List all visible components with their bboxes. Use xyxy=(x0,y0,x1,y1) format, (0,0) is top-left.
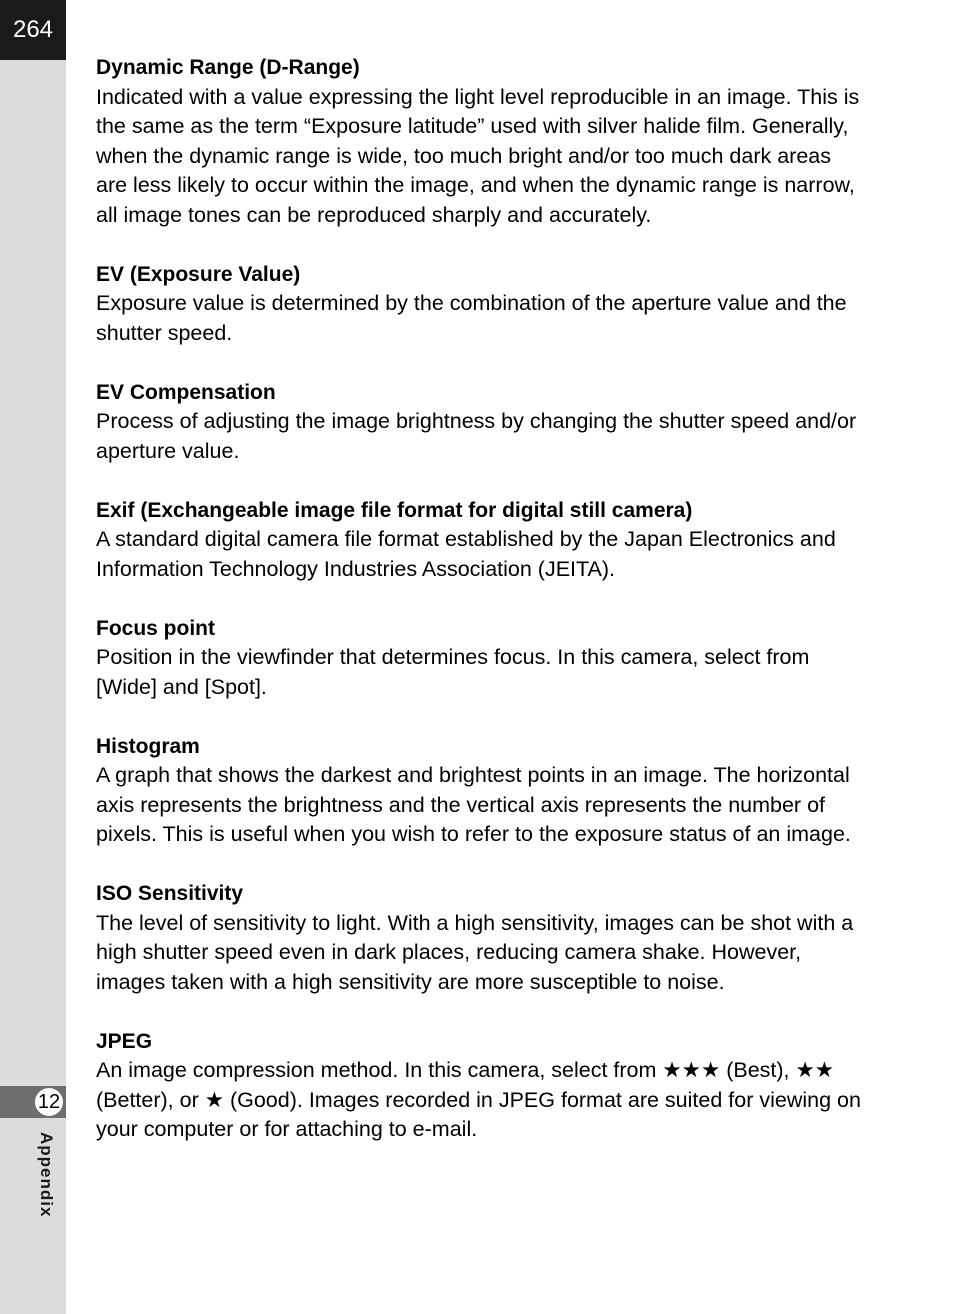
term-definition: Position in the viewfinder that determines focus. In this camera, select from [Wide] and [Spot]. xyxy=(96,645,810,699)
term-title: Dynamic Range (D-Range) xyxy=(96,56,360,79)
term-definition: Process of adjusting the image brightness by changing the shutter speed and/or aperture value. xyxy=(96,409,857,463)
glossary-entry xyxy=(96,378,866,467)
glossary-content xyxy=(96,53,866,1174)
term-definition: Exposure value is determined by the combination of the aperture value and the shutter speed. xyxy=(96,291,847,345)
glossary-entry xyxy=(96,879,866,997)
term-title: Focus point xyxy=(96,616,215,640)
term-title: EV Compensation xyxy=(96,380,276,404)
term-title: JPEG xyxy=(96,1029,153,1053)
glossary-entry xyxy=(96,614,866,703)
term-title: ISO Sensitivity xyxy=(96,882,244,905)
glossary-entry xyxy=(96,732,866,850)
term-definition: Indicated with a value expressing the light level reproducible in an image. This is the same as the term “Exposure latitude” used with silver halide film. Generally, when the dynamic range is wide, too much bright and/or too much dark areas are less likely to occur within the image, and when the dynamic range is narrow, all image tones can be reproduced sharply and accurately. xyxy=(96,84,860,227)
glossary-entry xyxy=(96,53,866,230)
glossary-entry xyxy=(96,1027,866,1145)
glossary-entry xyxy=(96,496,866,585)
glossary-entry xyxy=(96,260,866,349)
chapter-label: Appendix xyxy=(37,1132,56,1218)
term-definition: A graph that shows the darkest and brightest points in an image. The horizontal axis represents the brightness and the vertical axis represents the number of pixels. This is useful when you wish to refer to the exposure status of an image. xyxy=(96,763,851,846)
term-title: Exif (Exchangeable image file format for digital still camera) xyxy=(96,498,693,522)
chapter-number: 12 xyxy=(35,1088,63,1116)
term-title: Histogram xyxy=(96,734,200,758)
term-title: EV (Exposure Value) xyxy=(96,262,301,286)
page-number: 264 xyxy=(0,0,66,60)
term-definition: The level of sensitivity to light. With a high sensitivity, images can be shot with a high shutter speed even in dark places, reducing camera shake. However, images taken with a high sensitivity are more susceptible to noise. xyxy=(96,910,854,994)
term-definition: A standard digital camera file format established by the Japan Electronics and Information Technology Industries Association (JEITA). xyxy=(96,527,836,581)
term-definition: An image compression method. In this camera, select from ★★★ (Best), ★★ (Better), or ★ (Good). Images recorded in JPEG format are suited for viewing on your computer or for attaching to e-mail. xyxy=(96,1058,861,1141)
